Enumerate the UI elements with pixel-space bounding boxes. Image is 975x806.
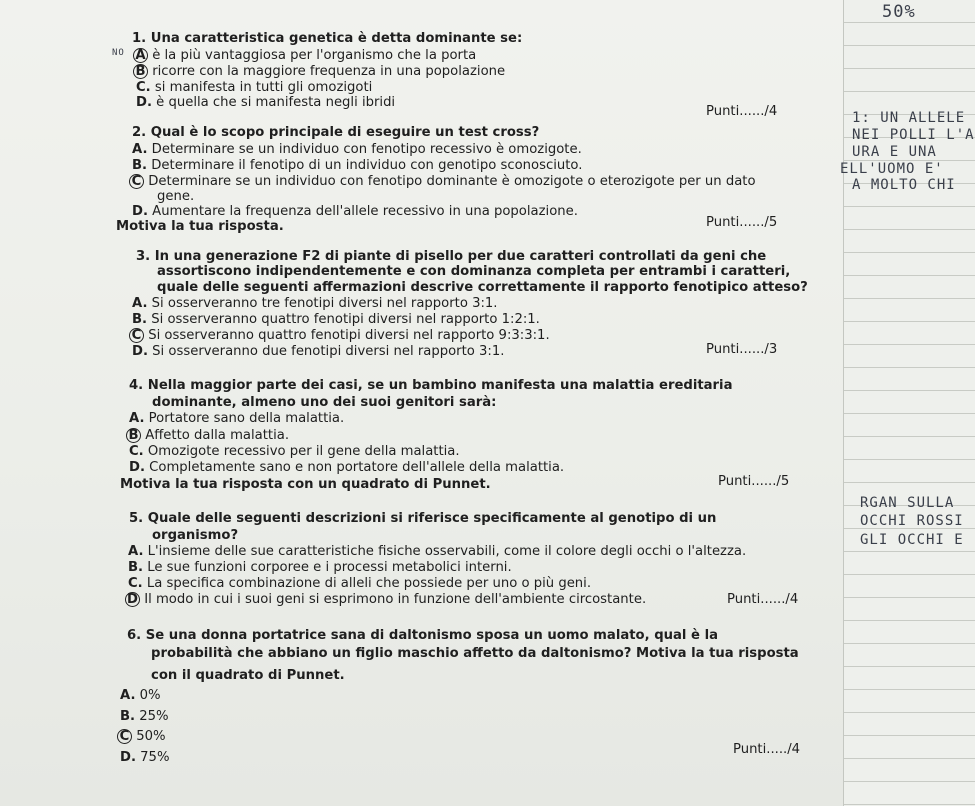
- q3-option-d: [132, 344, 504, 360]
- question-3-title-line: assortiscono indipendentemente e con dominanza completa per entrambi i caratteri,: [157, 264, 791, 279]
- option-letter: C.: [129, 444, 144, 459]
- q4-option-c: [129, 444, 460, 460]
- note-right-line: ELL'UOMO E': [840, 161, 944, 177]
- q2-option-c: [132, 174, 756, 190]
- question-6-title-line: con il quadrato di Punnet.: [151, 668, 345, 683]
- q3-option-b: [132, 312, 540, 328]
- q6-points: Punti...../4: [733, 742, 801, 757]
- option-text: 75%: [140, 750, 170, 765]
- option-letter: D.: [132, 344, 148, 359]
- option-text: ricorre con la maggiore frequenza in una popolazione: [152, 64, 506, 79]
- no-handwritten: NO: [112, 48, 125, 58]
- q5-option-c: [128, 576, 591, 592]
- question-2-title: 2. Qual è lo scopo principale di eseguire un test cross?: [132, 125, 540, 140]
- question-4-title-line: 4. Nella maggior parte dei casi, se un bambino manifesta una malattia ereditaria: [129, 378, 733, 393]
- option-letter: B.: [132, 312, 148, 327]
- q5-option-b: [128, 560, 512, 576]
- question-6-title-line: 6. Se una donna portatrice sana di daltonismo sposa un uomo malato, qual è la: [127, 628, 718, 643]
- q1-option-a: [136, 48, 476, 64]
- q4-points: Punti....../5: [718, 474, 790, 489]
- q2-option-b: [132, 158, 582, 174]
- option-text: si manifesta in tutti gli omozigoti: [154, 80, 373, 95]
- option-text: Si osserveranno due fenotipi diversi nel rapporto 3:1.: [152, 344, 505, 359]
- q2-motivation: Motiva la tua risposta.: [116, 219, 284, 234]
- option-letter: D.: [136, 95, 152, 110]
- option-letter: A: [133, 48, 148, 63]
- q4-option-b: [129, 428, 289, 444]
- option-letter: B: [133, 64, 148, 79]
- option-letter: D.: [132, 204, 148, 219]
- option-letter: B.: [132, 158, 148, 173]
- option-letter: C: [129, 328, 144, 343]
- q6-option-a: [120, 688, 161, 704]
- option-text: Omozigote recessivo per il gene della malattia.: [147, 444, 460, 459]
- q5-points: Punti....../4: [727, 592, 799, 607]
- option-text: La specifica combinazione di alleli che possiede per uno o più geni.: [146, 576, 592, 591]
- q4-option-d: [129, 460, 564, 476]
- q3-option-a: [132, 296, 498, 312]
- option-text: Si osserveranno quattro fenotipi diversi nel rapporto 9:3:3:1.: [148, 328, 550, 343]
- option-text: Determinare se un individuo con fenotipo dominante è omozigote o eterozigote per un dato: [148, 174, 756, 189]
- note-right-line: GLI OCCHI E: [860, 532, 964, 548]
- option-letter: B: [126, 428, 141, 443]
- q2-option-a: [132, 142, 582, 158]
- q6-option-d: [120, 750, 169, 766]
- q1-option-b: [136, 64, 505, 80]
- q5-option-d: [128, 592, 646, 608]
- option-text: Aumentare la frequenza dell'allele recessivo in una popolazione.: [152, 204, 578, 219]
- option-letter: A.: [129, 411, 145, 426]
- q3-option-c: [132, 328, 550, 344]
- option-letter: A.: [120, 688, 136, 703]
- note-right-line: URA E UNA: [852, 144, 937, 160]
- q2-points: Punti....../5: [706, 215, 778, 230]
- option-text: è la più vantaggiosa per l'organismo che la porta: [152, 48, 477, 63]
- option-text: 50%: [136, 729, 166, 744]
- note-right-line: 1: UN ALLELE: [852, 110, 966, 126]
- option-text: 0%: [139, 688, 161, 703]
- q6-option-c: [120, 729, 166, 745]
- option-letter: C: [117, 729, 132, 744]
- q2-option-c-continued: gene.: [157, 189, 195, 204]
- note-right-line: NEI POLLI L'A: [852, 127, 975, 143]
- option-letter: A.: [132, 296, 148, 311]
- option-text: Si osserveranno tre fenotipi diversi nel rapporto 3:1.: [151, 296, 498, 311]
- q2-option-d: [132, 204, 578, 220]
- question-3-title-line: 3. In una generazione F2 di piante di pisello per due caratteri controllati da geni che: [136, 249, 767, 264]
- note-right-line: RGAN SULLA: [860, 495, 955, 511]
- option-text: Determinare il fenotipo di un individuo con genotipo sconosciuto.: [151, 158, 583, 173]
- option-text: Il modo in cui i suoi geni si esprimono in funzione dell'ambiente circostante.: [144, 592, 647, 607]
- q3-points: Punti....../3: [706, 342, 778, 357]
- option-text: Affetto dalla malattia.: [145, 428, 290, 443]
- score-handwritten: 50%: [882, 2, 916, 22]
- question-1-title: 1. Una caratteristica genetica è detta dominante se:: [132, 31, 523, 46]
- option-text: L'insieme delle sue caratteristiche fisiche osservabili, come il colore degli occhi o l'altezza.: [147, 544, 747, 559]
- q6-option-b: [120, 709, 169, 725]
- question-3-title-line: quale delle seguenti affermazioni descrive correttamente il rapporto fenotipico atteso?: [157, 280, 808, 295]
- option-text: 25%: [139, 709, 169, 724]
- note-right-line: A MOLTO CHI: [852, 177, 956, 193]
- q1-option-d: [136, 95, 395, 111]
- option-letter: B.: [128, 560, 144, 575]
- option-letter: D.: [120, 750, 136, 765]
- q1-points: Punti....../4: [706, 104, 778, 119]
- option-letter: B.: [120, 709, 136, 724]
- option-letter: C.: [136, 80, 151, 95]
- q1-option-c: [136, 80, 372, 96]
- option-letter: D: [125, 592, 140, 607]
- option-text: Le sue funzioni corporee e i processi metabolici interni.: [147, 560, 512, 575]
- question-4-title-line: dominante, almeno uno dei suoi genitori sarà:: [152, 395, 497, 410]
- q4-motivation: Motiva la tua risposta con un quadrato di Punnet.: [120, 477, 491, 492]
- option-letter: C: [129, 174, 144, 189]
- option-letter: A.: [132, 142, 148, 157]
- question-5-title-line: 5. Quale delle seguenti descrizioni si riferisce specificamente al genotipo di un: [129, 511, 717, 526]
- question-6-title-line: probabilità che abbiano un figlio maschio affetto da daltonismo? Motiva la tua risposta: [151, 646, 799, 661]
- option-letter: D.: [129, 460, 145, 475]
- option-letter: A.: [128, 544, 144, 559]
- question-5-title-line: organismo?: [152, 528, 239, 543]
- option-text: Determinare se un individuo con fenotipo recessivo è omozigote.: [151, 142, 582, 157]
- option-letter: C.: [128, 576, 143, 591]
- note-right-line: OCCHI ROSSI: [860, 513, 964, 529]
- q4-option-a: [129, 411, 344, 427]
- option-text: è quella che si manifesta negli ibridi: [156, 95, 396, 110]
- option-text: Si osserveranno quattro fenotipi diversi nel rapporto 1:2:1.: [151, 312, 540, 327]
- option-text: Portatore sano della malattia.: [148, 411, 345, 426]
- option-text: Completamente sano e non portatore dell'allele della malattia.: [149, 460, 565, 475]
- q5-option-a: [128, 544, 746, 560]
